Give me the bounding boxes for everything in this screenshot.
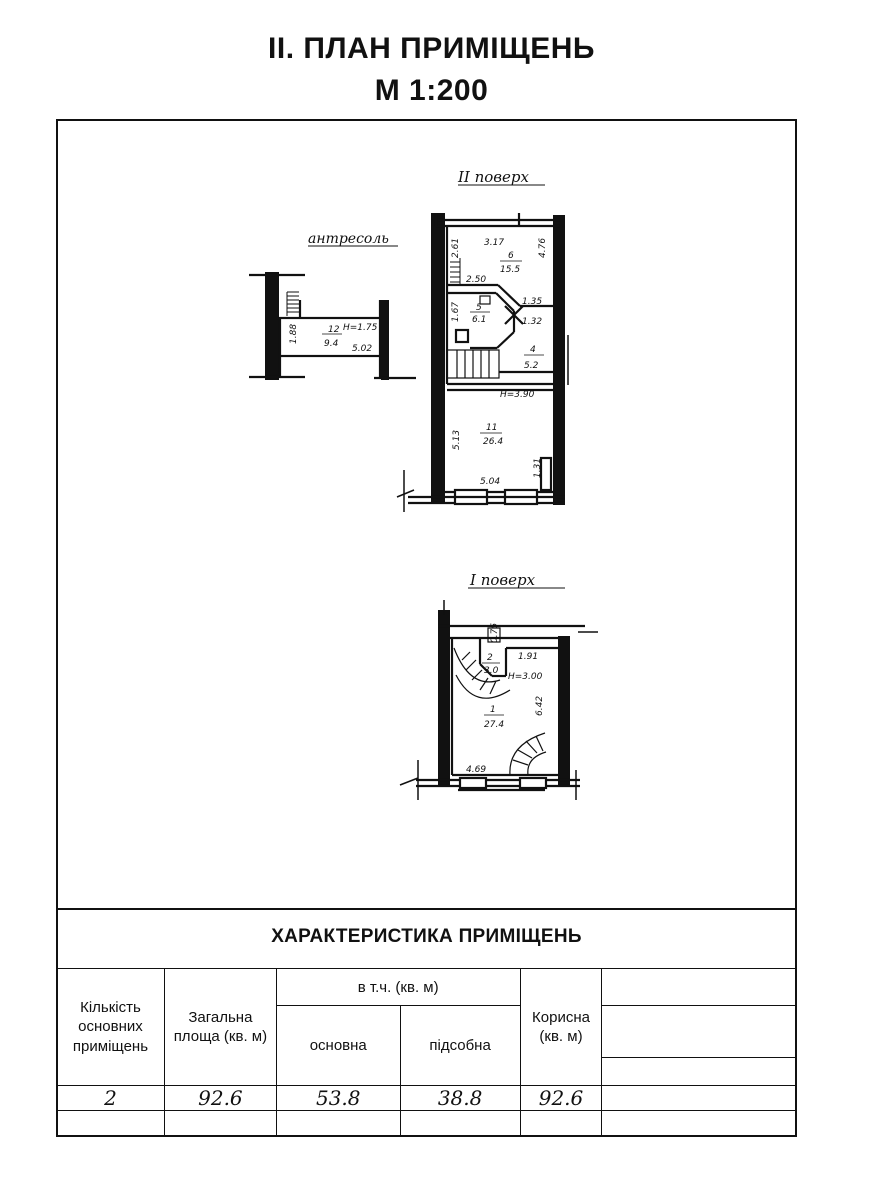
empty-cell [602,1006,797,1058]
dim-261: 2.61 [451,237,461,258]
room12-area: 9.4 [324,339,339,349]
value-count: 2 [57,1086,165,1111]
value-useful: 92.6 [520,1086,602,1111]
dim-135: 1.35 [522,297,543,307]
value-main: 53.8 [276,1086,400,1111]
room11-height: H=3.90 [500,390,535,400]
dim-132: 1.32 [522,317,543,327]
empty-cell [57,1111,165,1137]
dim-191: 1.91 [518,652,539,662]
room12-number: 12 [328,325,340,335]
room6-area: 15.5 [500,265,521,275]
empty-cell [602,1058,797,1086]
room11-area: 26.4 [483,437,504,447]
characteristics-table [56,968,797,1137]
dim-250: 2.50 [466,275,487,285]
dim-167: 1.67 [451,301,461,322]
dim-075: 0.75 [490,622,500,643]
room11-number: 11 [486,423,498,433]
dim-131: 1.31 [533,457,543,478]
mezzanine-label: антресоль [308,231,389,247]
floor2-label: II поверх [458,168,529,186]
header-aux: підсобна [400,1006,520,1086]
header-count: Кількість основних приміщень [57,969,165,1086]
room1-area: 27.4 [484,720,505,730]
header-total: Загальна площа (кв. м) [164,969,276,1086]
room4-number: 4 [530,345,536,355]
value-aux: 38.8 [400,1086,520,1111]
dim-317: 3.17 [484,238,505,248]
header-main: основна [276,1006,400,1086]
floor1-label: I поверх [470,571,536,589]
empty-cell [164,1111,276,1137]
characteristics-title: ХАРАКТЕРИСТИКА ПРИМІЩЕНЬ [271,926,582,947]
empty-cell [602,1086,797,1111]
dim-476: 4.76 [538,237,548,258]
header-including: в т.ч. (кв. м) [276,969,520,1006]
empty-cell [602,1111,797,1137]
dim-642: 6.42 [535,695,545,716]
empty-cell [602,969,797,1006]
empty-cell [276,1111,400,1137]
empty-cell [400,1111,520,1137]
header-useful: Корисна (кв. м) [520,969,602,1086]
empty-cell [520,1111,602,1137]
page-title: II. ПЛАН ПРИМІЩЕНЬ [268,32,595,65]
room5-number: 5 [476,303,482,313]
room1-number: 1 [490,705,496,715]
room4-area: 5.2 [524,361,539,371]
room5-area: 6.1 [472,315,487,325]
room2-area: 3.0 [484,666,499,676]
divider [56,908,797,910]
dim-513: 5.13 [452,429,462,450]
dim-504: 5.04 [480,477,501,487]
dim-469: 4.69 [466,765,487,775]
room2-number: 2 [487,653,493,663]
scale-label: М 1:200 [374,74,489,107]
room6-number: 6 [508,251,514,261]
dim-mez-height: 1.88 [289,323,299,344]
room12-height: H=1.75 [343,323,378,333]
value-total: 92.6 [164,1086,276,1111]
room1-height: H=3.00 [508,672,543,682]
dim-mez-width: 5.02 [352,344,373,354]
